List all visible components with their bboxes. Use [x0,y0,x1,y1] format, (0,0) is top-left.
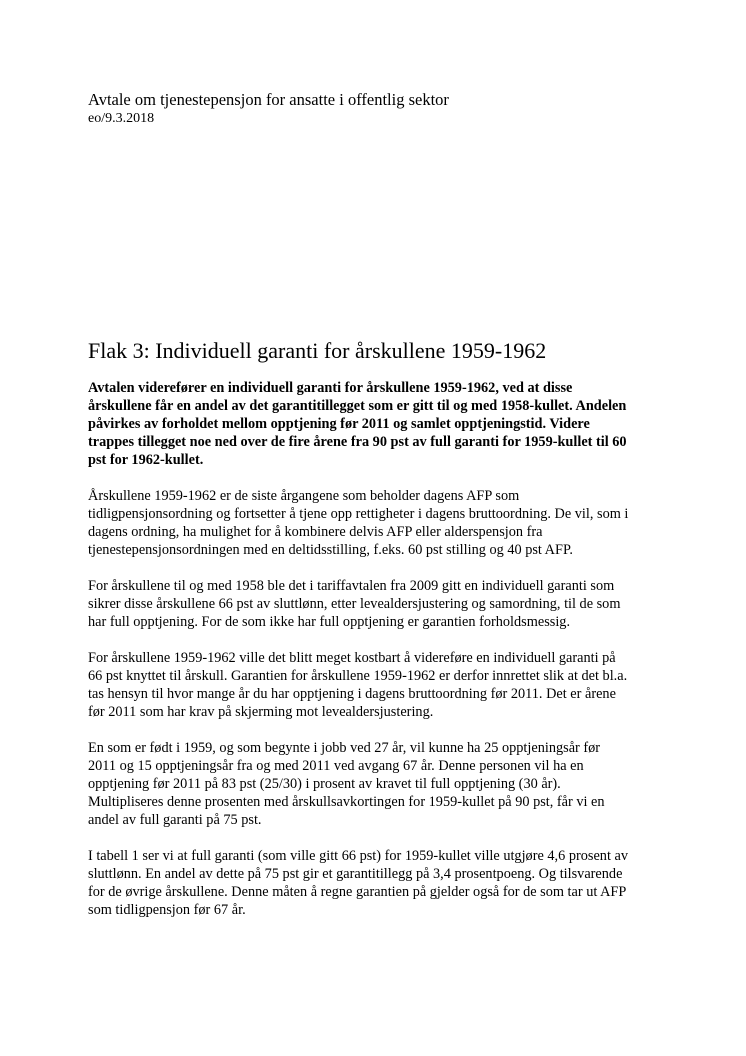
body-paragraph [88,487,668,559]
paragraph-line: I tabell 1 ser vi at full garanti (som ville gitt 66 pst) for 1959-kullet ville utgjøre 4,6 prosent av [88,848,628,864]
paragraph-line: Avtalen viderefører en individuell garanti for årskullene 1959-1962, ved at disse [88,380,573,396]
paragraph-line: pst for 1962-kullet. [88,452,204,468]
document-date-ref: eo/9.3.2018 [88,111,155,126]
paragraph-line: har full opptjening. For de som ikke har full opptjening er garantien forholdsmessig. [88,614,571,630]
paragraph-line: Multipliseres denne prosenten med årskullsavkortingen for 1959-kullet på 90 pst, får vi en [88,794,605,810]
paragraph-line: opptjening før 2011 på 83 pst (25/30) i prosent av kravet til full opptjening (30 år). [88,776,561,792]
paragraph-line: påvirkes av forholdet mellom opptjening før 2011 og samlet opptjeningstid. Videre [88,416,590,432]
paragraph-line: En som er født i 1959, og som begynte i jobb ved 27 år, vil kunne ha 25 opptjeningsår før [88,740,601,756]
paragraph-line: sikrer disse årskullene 66 pst av sluttlønn, etter levealdersjustering og samordning, til de som [88,596,621,612]
body-paragraph [88,649,668,721]
paragraph-line: Årskullene 1959-1962 er de siste årgangene som beholder dagens AFP som [88,488,520,504]
paragraph-line: årskullene får en andel av det garantitillegget som er gitt til og med 1958-kullet. Andelen [88,398,627,414]
paragraph-line: for de øvrige årskullene. Denne måten å regne garantien på gjelder også for de som tar ut AFP [88,884,627,900]
paragraph-line: dagens ordning, ha mulighet for å kombinere delvis AFP eller alderspensjon fra [88,524,543,540]
paragraph-line: tjenestepensjonsordningen med en deltidsstilling, f.eks. 60 pst stilling og 40 pst AFP. [88,542,573,558]
paragraph-line: tas hensyn til hvor mange år du har opptjening i dagens bruttoordning før 2011. Det er årene [88,686,616,702]
paragraph-line: For årskullene til og med 1958 ble det i tariffavtalen fra 2009 gitt en individuell garanti som [88,578,615,594]
body-paragraph [88,739,668,829]
paragraph-line: som tidligpensjon før 67 år. [88,902,246,918]
document-body [88,379,668,937]
paragraph-line: andel av full garanti på 75 pst. [88,812,262,828]
document-title: Avtale om tjenestepensjon for ansatte i offentlig sektor [88,90,449,109]
document-header [88,90,449,127]
paragraph-line: trappes tillegget noe ned over de fire årene fra 90 pst av full garanti for 1959-kullet til 60 [88,434,627,450]
paragraph-line: 66 pst knyttet til årskull. Garantien for årskullene 1959-1962 er derfor innrettet slik at det bl.a. [88,668,628,684]
paragraph-line: 2011 og 15 opptjeningsår fra og med 2011 ved avgang 67 år. Denne personen vil ha en [88,758,584,774]
paragraph-line: tidligpensjonsordning og fortsetter å tjene opp rettigheter i dagens bruttoordning. De vil, som i [88,506,629,522]
summary-paragraph [88,379,668,469]
section-heading: Flak 3: Individuell garanti for årskullene 1959-1962 [88,338,547,363]
paragraph-line: sluttlønn. En andel av dette på 75 pst gir et garantitillegg på 3,4 prosentpoeng. Og tilsvarende [88,866,623,882]
paragraph-line: For årskullene 1959-1962 ville det blitt meget kostbart å videreføre en individuell garanti på [88,650,616,666]
body-paragraph [88,577,668,631]
paragraph-line: før 2011 som har krav på skjerming mot levealdersjustering. [88,704,434,720]
body-paragraph [88,847,668,919]
